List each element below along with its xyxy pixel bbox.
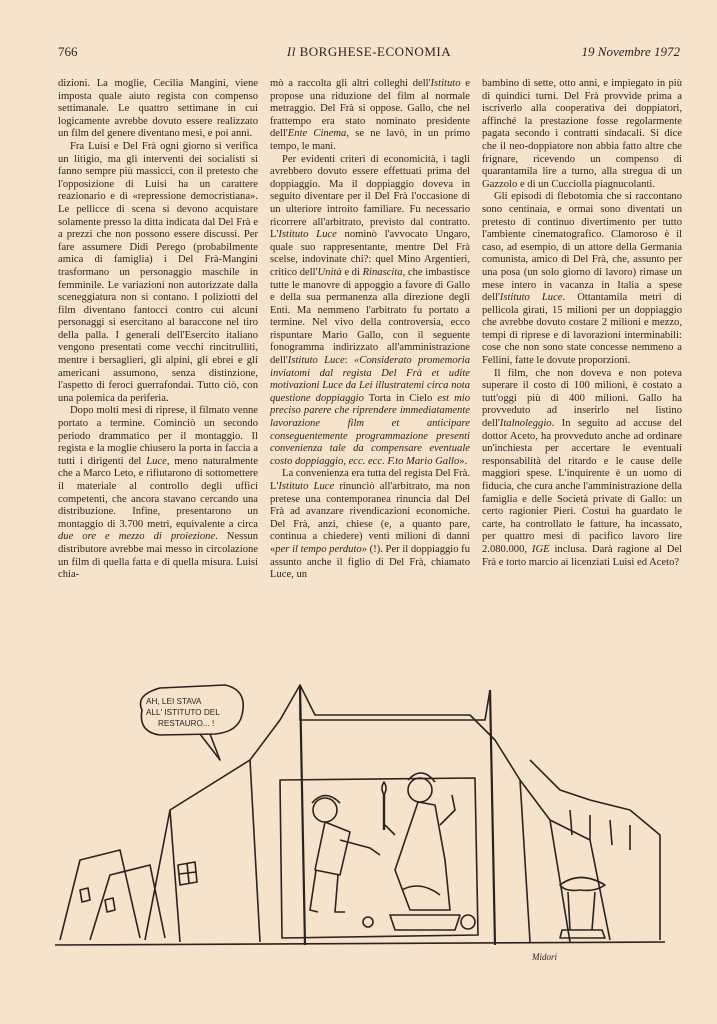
text-run: Per evidenti criteri di economicità, i tagli avrebbero dovuto essere effettuati prima del doppiaggio. Ma il doppiaggio doveva in seguito diventare per il Del Frà l'occasione di un ulteriore introito familiare. Fu necessario ricorrere all'arbitrato, previsto dal contratto. L' (270, 153, 470, 241)
text-column-1 (58, 78, 258, 582)
text-run: . Ottantamila metri di pellicola girati, 15 milioni per un doppiaggio che avrebbe dovuto costare 2 milioni e mezzo, tempi di riprese e di lavorazioni interminabili: cose che non sono state concesse nemmeno a Fellini, fatte le dovute proporzioni. (482, 292, 683, 367)
page-header (58, 44, 680, 64)
text-run: e di (341, 266, 363, 278)
cartoon-illustration (50, 660, 680, 990)
italic-run: per il tempo perduto (275, 543, 362, 555)
text-run: : (344, 355, 354, 367)
issue-date: 19 Novembre 1972 (581, 44, 680, 59)
text-run: rinunciò all'arbitrato, ma non pretese una contemporanea rinuncia dal Del Frà ad avanzare rivendicazioni economiche. Del Frà, anzi, chiese (e, a quanto pare, continua a chiedere) venti milioni di danni « (270, 481, 470, 555)
italic-run: Italnoleggio (499, 418, 552, 430)
italic-run: IGE (531, 543, 550, 555)
text-run: dizioni. La moglie, Cecilia Mangini, viene imposta quale aiuto regista con compenso settimanale. Le quattro settimane in cui logicamente avrebbe dovuto essere realizzato un film del genere diventano mesi, e poi anni. (58, 78, 258, 140)
italic-run: Istituto Luce (499, 292, 563, 304)
italic-run: Unità (317, 266, 342, 278)
text-column-3 (482, 78, 682, 569)
page-number: 766 (58, 44, 78, 59)
text-run: e propose una riduzione del film al normale metraggio. Del Frà si oppose. Gallo, che nel frattempo era stato nominato presidente dell' (270, 78, 470, 140)
text-run: bambino di sette, otto anni, e impiegato in più di quindici turni. Del Frà provvide prima a iscriverlo alla cooperativa dei doppiatori, affinché la prestazione fosse regolarmente pagata secondo i contratti sindacali. Si dice che il neo-doppiatore non abbia fatto altre che frignare, ricevendo un compenso di quarantamila lire a turno, alla stregua di un Gazzolo e di un Cucciolla piagnucolanti. (482, 78, 682, 190)
italic-run: Luce (146, 455, 167, 467)
masthead-prefix: Il (286, 44, 296, 59)
paragraph (58, 141, 258, 405)
italic-run: Istituto Luce (287, 355, 345, 367)
italic-run: Ente Cinema (287, 128, 347, 140)
paragraph (482, 191, 682, 367)
text-run: , se ne lavò, in un primo tempo, le mani. (270, 128, 470, 152)
paragraph (482, 78, 682, 191)
bubble-line-2: ALL' ISTITUTO DEL (146, 708, 220, 717)
paragraph (482, 368, 682, 570)
text-run: Fra Luisi e Del Frà ogni giorno si verifica un litigio, ma gli interventi dei socialisti si fanno sempre più massicci, con il pretesto che l'opposizione di Luisi ha un carattere reazionario e di «repressione democristiana». Le pellicce di scena si devono acquistare solamente presso la ditta indicata dal Del Frà e a prezzi che non possono essere discussi. Per fare assumere Didi Perego (probabilmente amica di famiglia) i Del Frà-Mangini trasformano un personaggio maschile in femminile. Le variazioni non autorizzate dalla sceneggiatura non si contano. I poliziotti del film diventano fantocci contro cui alcuni personaggi si esercitano al baraccone nel tiro della palla. I generali dell'Esercito italiano vengono presentati come vecchi rincitrulliti, mentre i bersaglieri, gli alpini, gli ebrei e gli americani assumono, senza distinzione, l'aspetto di feroci guerrafondai. Tutto ciò, con una polemica da periferia. (58, 140, 258, 404)
bubble-line-3: RESTAURO... ! (158, 719, 215, 728)
text-run: Gli episodi di flebotomia che si raccontano sono centinaia, e ormai sono diventati un pretesto di continuo divertimento per tutto l'ambiente cinematografico. Clamoroso è il caso, ad esempio, di un attore della Germania comunista, amico di Del Frà, che, assunto per una posa (un solo giorno di lavoro) rimase un mese intero in vacanza in Italia a spese dell' (482, 191, 682, 304)
italic-run: est mio preciso parere che riprendere immediatamente lavorazione film et anticipare conseguentemente programmazione presenti convenienza tale da compensare eventuale costo doppiaggio, ecc. ecc. F.to Mario Gallo (270, 392, 471, 467)
paragraph (270, 468, 470, 581)
text-run: , che imbastisce tutte le manovre di appoggio a favore di Gallo e della sua permanenza alla direzione degli Enti. Ma nemmeno l'arbitrato fu portato a termine. Nel vivo della controversia, ecco rispuntare Mario Gallo, con il seguente fonogramma indirizzato all'amministrazione dell' (270, 266, 470, 367)
bubble-line-1: AH, LEI STAVA (146, 697, 202, 706)
paragraph (58, 78, 258, 141)
text-run: Torta in Cielo (363, 392, 438, 404)
text-run: , meno naturalmente che a Marco Leto, e rifiutarono di sottomettere il materiale al controllo degli uffici competenti, che ancora stavano cercando una distribuzione. Infine, presentarono un montaggio di 3.700 metri, equivalente a circa (58, 455, 258, 530)
paragraph (270, 154, 470, 469)
text-run: ». (459, 455, 468, 467)
italic-run: Rinascita (362, 266, 403, 278)
text-run: » (!). Per il doppiaggio fu assunto anche il figlio di Del Frà, chiamato Luce, un (270, 543, 470, 581)
text-run: Il film, che non doveva e non poteva superare il costo di 100 milioni, è costato a tutt'oggi più di 400 milioni. Gallo ha provveduto ad inserirlo nel listino dell' (482, 367, 682, 430)
italic-run: Istituto Luce (278, 229, 337, 241)
text-run: . In seguito ad accuse del dottor Aceto, ha provveduto anche ad ordinare un'inchiesta per accertare le eventuali responsabilità del ritardo e le cause delle maggiori spese. L'inquirente è un uomo di fiducia, che cura anche l'amministrazione della famiglia e delle Società private di Gallo: un certo ragionier Pieri. Costui ha guardato le carte, ha controllato le fatture, ha incassato, per quattro mesi di pacifico lavoro lire 2.080.000, (482, 418, 682, 555)
text-run: mò a raccolta gli altri colleghi dell' (270, 78, 431, 89)
text-run: . Nessun distributore avrebbe mai messo in circolazione un film di quella fatta e di quella misura. Luisi chia- (58, 531, 258, 581)
paragraph (270, 78, 470, 154)
italic-run: Istituto (430, 78, 461, 89)
italic-run: due ore e mezzo di proiezione (58, 531, 216, 543)
text-column-2 (270, 78, 470, 582)
text-run: inclusa. Darà ragione al Del Frà e torto marcio ai licenziati Luisi ed Aceto? (482, 543, 683, 568)
paragraph (58, 405, 258, 581)
cartoon-signature: Midori (532, 952, 558, 962)
italic-run: Istituto Luce (278, 481, 335, 492)
masthead-title: BORGHESE-ECONOMIA (299, 44, 452, 59)
italic-run: «Considerato promemoria inviatomi dal regista Del Frà et udite motivazioni Luce da Lei illustratemi circa nota questione doppiaggio (270, 355, 470, 404)
text-run: nominò l'avvocato Ungaro, quale suo rappresentante, mentre Del Frà scelse, indovinate chi?: quel Mino Argentieri, critico dell' (270, 229, 470, 278)
text-run: Dopo molti mesi di riprese, il filmato venne portato a termine. Cominciò un secondo periodo drammatico per il montaggio. Il regista e la moglie chiusero la porta in faccia a tutti i dirigenti del (58, 405, 258, 467)
text-run: La convenienza era tutta del regista Del Frà. L' (270, 468, 470, 492)
